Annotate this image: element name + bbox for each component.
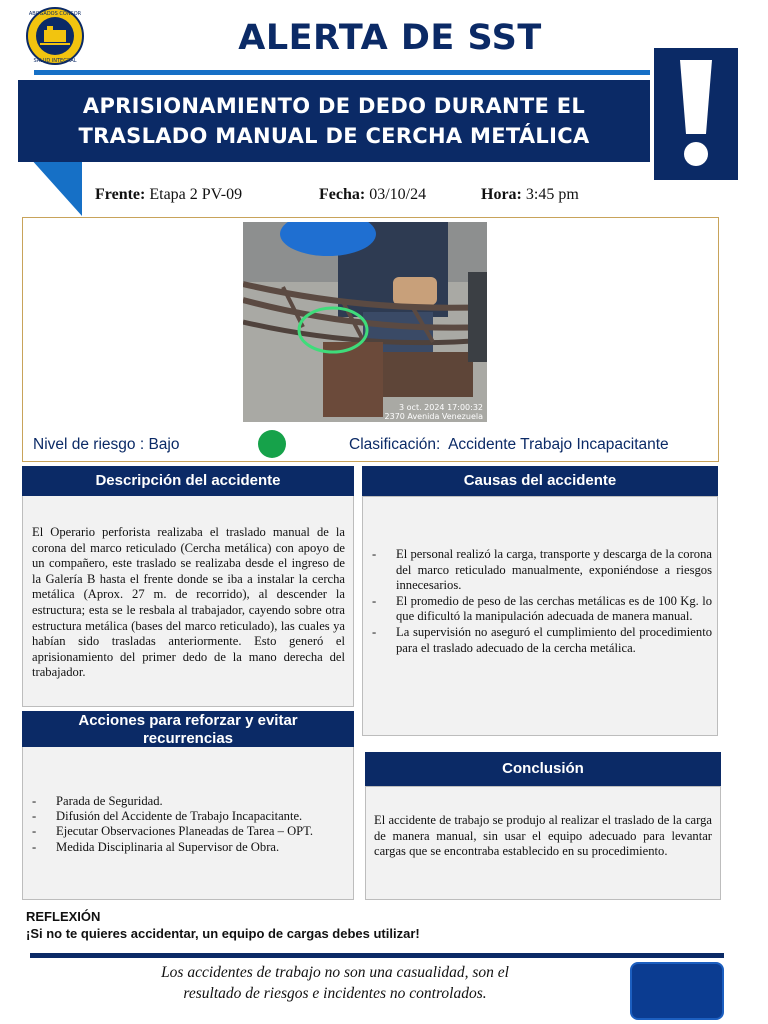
risk-level: Nivel de riesgo : Bajo xyxy=(33,436,180,453)
banner-line-2: TRASLADO MANUAL DE CERCHA METÁLICA xyxy=(78,124,590,148)
banner-line-1: APRISIONAMIENTO DE DEDO DURANTE EL xyxy=(82,94,586,118)
classification xyxy=(349,436,669,454)
fecha-value: 03/10/24 xyxy=(369,186,427,203)
hora-field xyxy=(481,186,579,204)
fecha-label: Fecha: xyxy=(319,186,366,203)
actions-list xyxy=(30,794,350,855)
reflection-text: ¡Si no te quieres accidentar, un equipo de cargas debes utilizar! xyxy=(26,926,420,941)
cause-item: - El personal realizó la carga, transporte y descarga de la corona del marco reticulado manualmente, exponiéndose a riesgos innecesarios. xyxy=(370,547,712,594)
accident-photo xyxy=(243,222,487,422)
causes-header: Causas del accidente xyxy=(362,466,718,496)
reflection-title: REFLEXIÓN xyxy=(26,909,101,924)
frente-value: Etapa 2 PV-09 xyxy=(149,186,243,203)
causes-list xyxy=(370,547,712,656)
footer-line-1: Los accidentes de trabajo no son una casualidad, son el xyxy=(161,964,509,981)
actions-header xyxy=(22,711,354,747)
conclusion-header: Conclusión xyxy=(365,752,721,786)
action-item: - Medida Disciplinaria al Supervisor de Obra. xyxy=(30,840,350,855)
cause-item: - El promedio de peso de las cerchas metálicas es de 100 Kg. lo que dificultó la manipulación adecuada de manera manual. xyxy=(370,594,712,625)
conclusion-text: El accidente de trabajo se produjo al realizar el traslado de la carga de manera manual, sin usar el equipo adecuado para levantar cargas que se encontraba establecido en su procedimiento. xyxy=(374,813,712,859)
action-item: - Parada de Seguridad. xyxy=(30,794,350,809)
frente-field xyxy=(95,186,242,204)
title-divider xyxy=(34,70,650,75)
footer-badge xyxy=(630,962,724,1020)
frente-label: Frente: xyxy=(95,186,146,203)
company-logo xyxy=(22,6,88,66)
risk-indicator-dot xyxy=(258,430,286,458)
fecha-field xyxy=(319,186,426,204)
footer-quote xyxy=(120,962,550,1004)
footer-line-2: resultado de riesgos e incidentes no controlados. xyxy=(183,985,487,1002)
cause-item: - La supervisión no aseguró el cumplimiento del procedimiento para el traslado adecuado de la cercha metálica. xyxy=(370,625,712,656)
actions-title-line-1: Acciones para reforzar y evitar xyxy=(78,712,298,729)
description-header: Descripción del accidente xyxy=(22,466,354,496)
footer-divider xyxy=(30,953,724,958)
action-item: - Ejecutar Observaciones Planeadas de Tarea – OPT. xyxy=(30,824,350,839)
classification-label: Clasificación: xyxy=(349,436,441,453)
incident-title-banner xyxy=(18,80,650,162)
page-title: ALERTA DE SST xyxy=(238,18,542,58)
photo-location: 2370 Avenida Venezuela xyxy=(384,412,483,421)
banner-tail xyxy=(30,158,82,216)
description-text: El Operario perforista realizaba el traslado manual de la corona del marco reticulado (Cercha metálica) con apoyo de un compañero, este traslado se realizaba desde el ingreso de la Galería B hasta el frente donde se iba a instalar la cercha metálica (Aprox. 27 m. de recorrido), al descender la estructura; esta se le resbala al trabajador, cayendo sobre otra estructura metálica (bases del marco reticulado), las cuales ya habían sido trasladas anteriormente. Esto generó el aprisionamiento del primer dedo de la mano derecha del trabajador. xyxy=(32,525,345,680)
action-item: - Difusión del Accidente de Trabajo Incapacitante. xyxy=(30,809,350,824)
classification-value: Accidente Trabajo Incapacitante xyxy=(448,436,669,453)
logo-text-bottom: SALUD INTEGRAL xyxy=(33,58,77,64)
photo-timestamp: 3 oct. 2024 17:00:32 xyxy=(399,403,483,412)
logo-text-top: ABOGADOS CONSOR xyxy=(28,11,82,17)
hora-label: Hora: xyxy=(481,186,522,203)
alert-badge xyxy=(654,48,738,180)
hora-value: 3:45 pm xyxy=(525,186,579,203)
actions-title-line-2: recurrencias xyxy=(142,730,234,747)
exclamation-icon xyxy=(654,48,738,180)
